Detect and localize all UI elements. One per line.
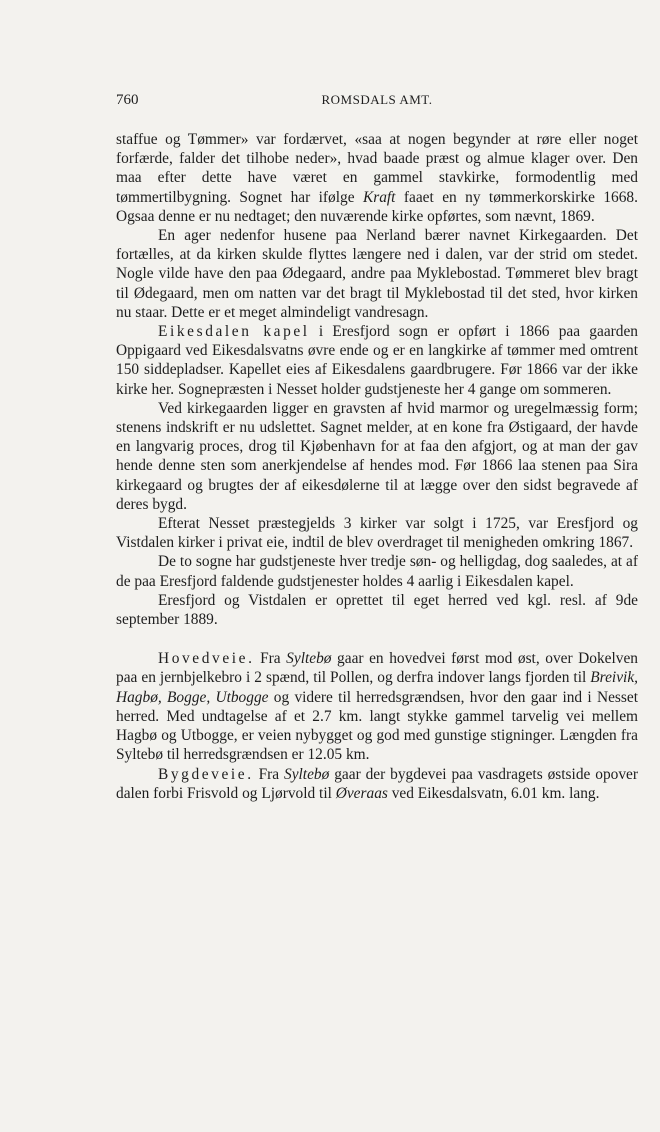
paragraph: [116, 552, 638, 590]
italic-run: Breivik, Hagbø, Bogge, Utbogge: [116, 669, 638, 706]
italic-run: Syltebø: [286, 650, 332, 668]
text-run: faaet en ny tømmerkorskirke 1668. Ogsaa denne er nu nedtaget; den nuværende kirke opførtes, som nævnt, 1869.: [116, 188, 638, 225]
spaced-heading: Hovedveie.: [158, 650, 255, 668]
text-run: gaar der bygdevei paa vasdragets østside opover dalen forbi Frisvold og Ljørvold til: [116, 765, 638, 802]
paragraph: [116, 322, 638, 399]
running-title: ROMSDALS AMT.: [321, 92, 433, 107]
paragraph: [116, 514, 638, 552]
italic-run: Øveraas: [335, 784, 388, 802]
paragraph: [116, 226, 638, 322]
text-run: Fra: [254, 650, 287, 668]
text-run: Eresfjord og Vistdalen er oprettet til eget herred ved kgl. resl. af 9de september 1889.: [116, 591, 638, 629]
text-run: i Eresfjord sogn er opført i 1866 paa gaarden Oppigaard ved Eikesdalsvatns øvre ende og er en langkirke af tømmer med omtrent 150 siddepladser. Kapellet eies af Eikesdalens gaardbrugere. Før 1866 var der ikke kirke her. Sognepræsten i Nesset holder gudstjeneste her 4 gange om sommeren.: [116, 323, 638, 398]
text-run: gaar en hovedvei først mod øst, over Dokelven paa en jernbjelkebro i 2 spænd, til Pollen, og derfra indover langs fjorden til: [116, 650, 638, 687]
paragraph: [116, 130, 638, 226]
spaced-heading: Bygdeveie.: [158, 765, 254, 783]
italic-run: Syltebø: [284, 765, 330, 783]
body-text: [116, 130, 638, 803]
paragraph: [116, 649, 638, 764]
spaced-heading: Eikesdalen kapel: [158, 323, 310, 341]
text-run: og videre til herredsgrændsen, hvor den gaar ind i Nesset herred. Med undtagelse af et 2.7 km. langt stykke gammel tarvelig vei mellem Hagbø og Utbogge, er veien nybygget og god med gunstige stigninger. Længden fra Syltebø til herredsgrændsen er 12.05 km.: [116, 688, 638, 764]
text-run: De to sogne har gudstjeneste hver tredje søn- og helligdag, dog saaledes, at af de paa Eresfjord faldende gudstjenester holdes 4 aarlig i Eikesdalen kapel.: [116, 553, 638, 590]
text-run: ved Eikesdalsvatn, 6.01 km. lang.: [387, 784, 600, 802]
section-gap: [116, 629, 638, 649]
paragraph: [116, 765, 638, 803]
page-number: 760: [116, 92, 139, 108]
paragraph: [116, 399, 638, 514]
paragraph: [116, 591, 638, 629]
text-run: Fra: [253, 765, 284, 783]
text-run: En ager nedenfor husene paa Nerland bærer navnet Kirkegaarden. Det fortælles, at da kirken skulde flyttes længere ned i dalen, var der strid om stedet. Nogle vilde have den paa Ødegaard, andre paa Myklebostad. Tømmeret blev bragt til Ødegaard, men om natten var det bragt til Myklebostad til det sted, hvor kirken nu staar. Dette er et meget almindeligt vandresagn.: [116, 227, 638, 321]
italic-run: Kraft: [362, 188, 396, 206]
text-run: Efterat Nesset præstegjelds 3 kirker var solgt i 1725, var Eresfjord og Vistdalen kirker i privat eie, indtil de blev overdraget til menigheden omkring 1867.: [116, 515, 638, 552]
text-run: staffue og Tømmer» var fordærvet, «saa at nogen begynder at røre eller noget forfærde, falder det tilhobe neder», hvad baade præst og almue klager over. Den maa efter dette have været en gammel stavkirke, formodentlig med tømmertilbygning. Sognet har ifølge: [116, 131, 638, 206]
text-run: Ved kirkegaarden ligger en gravsten af hvid marmor og uregelmæssig form; stenens indskrift er nu udslettet. Sagnet melder, at en kone fra Østigaard, der havde en langvarig proces, drog til Kjøbenhavn for at faa den afgjort, og at man der gav hende denne sten som anerkjendelse af hendes mod. Før 1866 laa stenen paa Sira kirkegaard og brugtes der af eikesdølerne til at lægge over den sidst begravede af deres bygd.: [116, 399, 638, 513]
